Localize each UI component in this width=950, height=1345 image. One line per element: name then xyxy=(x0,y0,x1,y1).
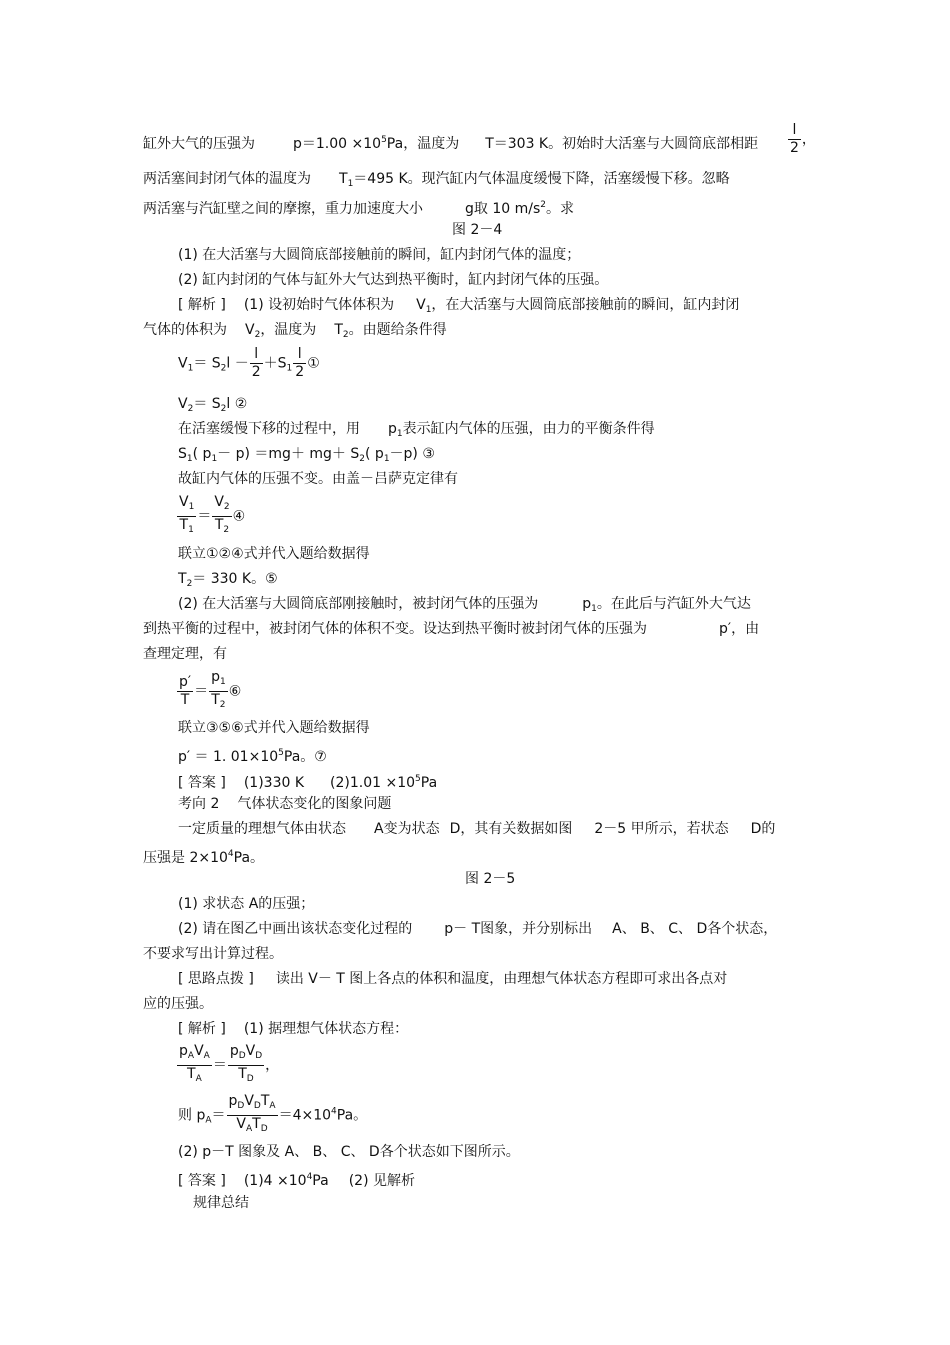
solution-line: [ 解析 ] (1) 设初始时气体体积为 $V_1$，在大活塞与大圆筒底部接触前的瞬间，缸内封闭 xyxy=(178,297,740,315)
text-line: 缸外大气的压强为 $p=1.00 \times 10^5Pa$，温度为 T＝303 K。初始时大活塞与大圆筒底部相距 xyxy=(143,135,759,152)
equation-3: $S_1$( $p_1- p) =mg+ mg+ S_2$( $p_1-p$) ③ xyxy=(178,446,435,464)
fraction-l-over-2: $\frac{l}{2}$ ， xyxy=(790,122,816,156)
answer-line: [ 答案 ] $(1)4 \times 10^4Pa$ (2) 见解析 xyxy=(178,1172,415,1189)
question: (1) 求状态 A的压强； xyxy=(178,896,315,912)
solution-line: 查理定理，有 xyxy=(143,646,227,662)
equation-2: $V_2= S_2l$ ② xyxy=(178,396,248,414)
equation-4: $\frac{V_1}{T_1}$ ＝ $\frac{V_2}{T_2}$ ④ xyxy=(179,494,246,535)
answer-line: [ 答案 ] (1)330 K $(2)1.01 \times 10^5Pa$ xyxy=(178,774,438,791)
equation-gas-law: $\frac{p_AV_A}{T_A}$ ＝ $\frac{p_DV_D}{T_D}$ ， xyxy=(179,1043,280,1084)
solution-line: 故缸内气体的压强不变。由盖－吕萨克定律有 xyxy=(178,471,458,487)
solution-line: 气体的体积为 $V_2$，温度为 $T_2$。由题给条件得 xyxy=(143,322,447,340)
solution-line: (2) 在大活塞与大圆筒底部刚接触时，被封闭气体的压强为 $p_1$。在此后与汽缸外大气达 xyxy=(178,596,751,614)
equation-5: $T_2= 330$ K。⑤ xyxy=(178,571,278,589)
question: 不要求写出计算过程。 xyxy=(143,946,283,962)
text-line: 两活塞与汽缸壁之间的摩擦，重力加速度大小 g取 10 $m/s^2$。求 xyxy=(143,200,574,217)
equation-7: p′ ＝ 1. $01\times 10^5Pa$。⑦ xyxy=(178,748,327,765)
equation-6: $\frac{p'}{T}$ ＝ $\frac{p_1}{T_2}$ ⑥ xyxy=(179,669,242,710)
solution-line: [ 解析 ] (1) 据理想气体状态方程： xyxy=(178,1021,409,1037)
equation-pa: 则 $p_A=$ $\frac{p_DV_DT_A}{V_AT_D}$ $=4\times 10^4Pa$。 xyxy=(178,1093,368,1134)
solution-line: 在活塞缓慢下移的过程中，用 $p_1$表示缸内气体的压强，由力的平衡条件得 xyxy=(178,421,655,439)
solution-line: 联立③⑤⑥式并代入题给数据得 xyxy=(178,720,370,736)
figure-caption: 图 2－5 xyxy=(465,871,516,887)
problem-line: 一定质量的理想气体由状态 A变为状态 D，其有关数据如图 2－5 甲所示，若状态 D的 xyxy=(178,821,776,837)
problem-line: 压强是 $2\times 10^4Pa$。 xyxy=(143,849,265,866)
hint-line: [ 思路点拨 ] 读出 V－ T 图上各点的体积和温度，由理想气体状态方程即可求出各点对 xyxy=(178,971,728,987)
section-heading: 规律总结 xyxy=(193,1195,249,1211)
solution-line: 到热平衡的过程中，被封闭气体的体积不变。设达到热平衡时被封闭气体的压强为 p′，由 xyxy=(143,621,760,637)
text-line: 两活塞间封闭气体的温度为 $T_1=495$ K。现汽缸内气体温度缓慢下降，活塞缓慢下移。忽略 xyxy=(143,171,730,189)
section-heading: 考向 2 气体状态变化的图象问题 xyxy=(178,796,392,812)
solution-line: (2) p－T 图象及 A、 B、 C、 D各个状态如下图所示。 xyxy=(178,1144,520,1160)
equation-1: $V_1= S_2l$ － $\frac{l}{2}$ $+S_1$ $\frac{l}{2}$ ① xyxy=(178,346,320,380)
question: (1) 在大活塞与大圆筒底部接触前的瞬间，缸内封闭气体的温度； xyxy=(178,247,581,263)
figure-caption: 图 2－4 xyxy=(452,222,503,238)
question: (2) 请在图乙中画出该状态变化过程的 p－ T图象，并分别标出 A、 B、 C、 D各个状态， xyxy=(178,921,778,937)
solution-line: 联立①②④式并代入题给数据得 xyxy=(178,546,370,562)
hint-line: 应的压强。 xyxy=(143,996,213,1012)
question: (2) 缸内封闭的气体与缸外大气达到热平衡时，缸内封闭气体的压强。 xyxy=(178,272,609,288)
